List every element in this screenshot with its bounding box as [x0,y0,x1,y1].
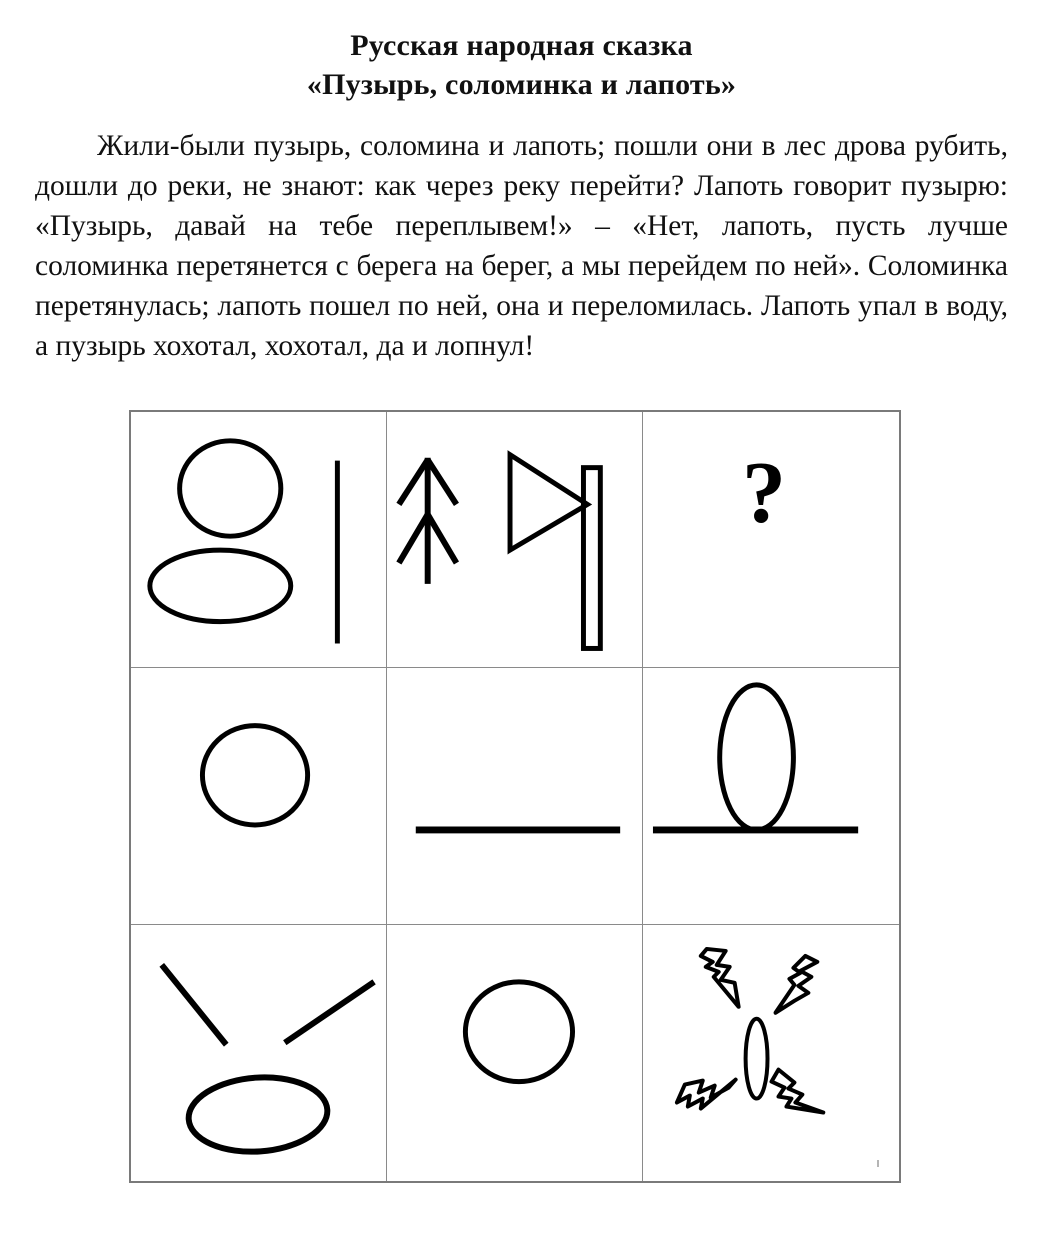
pictogram-cell-3 [643,412,899,668]
pictogram-cell-6 [643,668,899,924]
bubble-straw-bast-shoe-icon [131,412,386,667]
broken-straw-fallen-shoe-icon [131,925,386,1181]
pictogram-cell-7 [131,925,387,1181]
shoe-on-straw-icon [643,668,899,923]
forest-arrow-river-icon [387,412,642,667]
question-mark-icon [643,412,899,667]
pictogram-grid [129,410,901,1183]
pictogram-cell-1 [131,412,387,668]
scan-artifact-speck [877,1160,879,1167]
title-line-1: Русская народная сказка [350,29,693,62]
question-mark-glyph: ? [742,445,786,542]
burst-bubble-lightning-icon [643,925,899,1181]
title-line-2: «Пузырь, соломинка и лапоть» [306,68,737,101]
story-paragraph: Жили-были пузырь, соломина и лапоть; пошли они в лес дрова рубить, дошли до реки, не знают: как через реку перейти? Лапоть говорит пузырю: «Пузырь, давай на тебе переплывем!» – «Нет, лапоть, пусть лучше соломинка перетянется с берега на берег, а мы перейдем по ней». Соломинка перетянулась; лапоть пошел по ней, она и переломилась. Лапоть упал в воду, а пузырь хохотал, хохотал, да и лопнул! [35,130,1008,362]
pictogram-cell-4 [131,668,387,924]
pictogram-grid-table [129,410,901,1183]
pictogram-cell-2 [387,412,643,668]
pictogram-cell-9 [643,925,899,1181]
pictogram-cell-8 [387,925,643,1181]
page-title [0,0,1043,104]
pictogram-cell-5 [387,668,643,924]
bubble-circle-icon [131,668,386,923]
straw-bridge-line-icon [387,668,642,923]
laughing-bubble-icon [387,925,642,1181]
